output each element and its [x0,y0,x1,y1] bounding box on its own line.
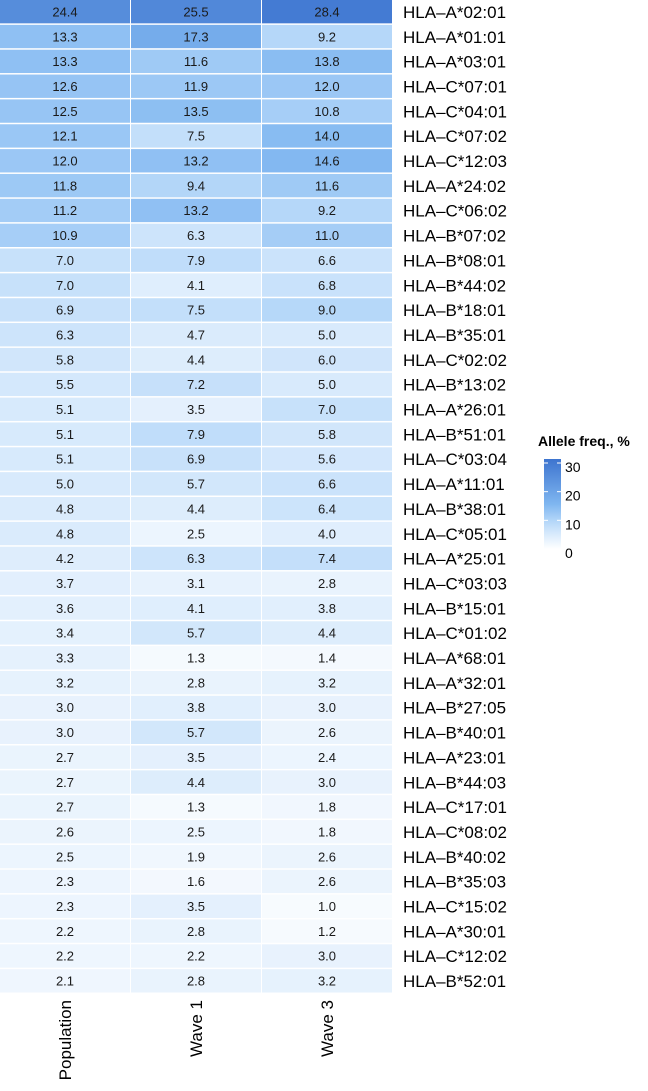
legend-title: Allele freq., % [538,433,630,449]
cell-value: 11.6 [183,54,209,70]
cell-value: 12.0 [314,78,340,94]
row-label: HLA–A*68:01 [403,649,507,669]
legend-tick-label: 20 [565,487,581,504]
cell-value: 7.5 [186,128,206,144]
row-label: HLA–B*08:01 [403,251,507,271]
cell-value: 4.8 [55,526,75,542]
cell-value: 4.1 [186,600,206,616]
cell-value: 6.9 [186,451,206,467]
row-label: HLA–B*40:01 [403,723,507,743]
cell-value: 11.2 [52,203,78,219]
cell-value: 28.4 [314,4,340,20]
cell-value: 6.8 [317,277,337,293]
cell-value: 10.9 [52,228,78,244]
legend [538,433,630,561]
cell-value: 2.6 [317,725,337,741]
cell-value: 4.4 [317,625,337,641]
cell-value: 2.6 [317,874,337,890]
row-label: HLA–A*25:01 [403,549,507,569]
cell-value: 1.0 [317,899,337,915]
row-label: HLA–A*23:01 [403,748,507,768]
cell-value: 1.8 [317,799,337,815]
cell-value: 24.4 [52,4,78,20]
cell-value: 2.6 [55,824,75,840]
cell-value: 3.8 [317,600,337,616]
cell-value: 2.8 [186,973,206,989]
cell-value: 4.4 [186,774,206,790]
column-label: Population [56,1000,75,1081]
row-label: HLA–C*05:01 [403,524,507,544]
cell-value: 9.0 [317,302,337,318]
row-label: HLA–A*24:02 [403,176,507,196]
row-label: HLA–C*01:02 [403,624,507,644]
legend-tick-label: 10 [565,516,581,533]
cell-value: 12.6 [52,78,78,94]
cell-value: 6.9 [55,302,75,318]
row-labels [403,3,507,991]
cell-value: 12.0 [52,153,78,169]
cell-value: 3.1 [186,575,206,591]
row-label: HLA–C*12:03 [403,152,507,172]
row-label: HLA–B*44:03 [403,773,507,793]
cell-value: 13.8 [314,54,340,70]
cell-value: 3.0 [55,725,75,741]
row-label: HLA–C*04:01 [403,102,507,122]
cell-value: 2.1 [55,973,75,989]
cell-value: 4.4 [186,352,206,368]
cell-value: 2.7 [55,774,75,790]
cell-value: 1.9 [186,849,206,865]
cell-value: 7.9 [186,426,206,442]
cell-value: 3.7 [55,575,75,591]
row-label: HLA–C*02:02 [403,350,507,370]
cell-value: 4.1 [186,277,206,293]
cell-value: 14.6 [314,153,340,169]
cell-value: 2.8 [186,675,206,691]
cell-value: 7.5 [186,302,206,318]
cell-value: 10.8 [314,103,340,119]
cell-value: 12.5 [52,103,78,119]
row-label: HLA–B*15:01 [403,599,507,619]
cell-value: 13.2 [183,153,209,169]
legend-colorbar [544,459,561,549]
row-label: HLA–A*03:01 [403,52,507,72]
row-label: HLA–C*12:02 [403,947,507,967]
row-label: HLA–A*02:01 [403,2,507,22]
cell-value: 5.1 [55,451,75,467]
cell-value: 7.0 [317,402,337,418]
cell-value: 2.2 [186,948,206,964]
cell-value: 6.6 [317,476,337,492]
cell-value: 3.0 [317,700,337,716]
cell-value: 5.7 [186,476,206,492]
cell-value: 5.5 [55,377,75,393]
cell-value: 17.3 [183,29,209,45]
row-label: HLA–A*32:01 [403,673,507,693]
cell-value: 5.0 [317,377,337,393]
cell-value: 13.3 [52,54,78,70]
row-label: HLA–B*13:02 [403,375,507,395]
row-label: HLA–B*18:01 [403,301,507,321]
row-label: HLA–C*03:04 [403,450,507,470]
row-label: HLA–C*07:02 [403,127,507,147]
cell-value: 7.0 [55,252,75,268]
row-label: HLA–B*44:02 [403,276,507,296]
cell-value: 6.0 [317,352,337,368]
cell-value: 5.1 [55,426,75,442]
cell-value: 2.4 [317,749,337,765]
cell-value: 25.5 [183,4,209,20]
cell-value: 3.3 [55,650,75,666]
cell-value: 3.0 [317,948,337,964]
cell-value: 2.5 [186,824,206,840]
cell-value: 4.4 [186,501,206,517]
cell-value: 3.2 [317,675,337,691]
cell-value: 6.3 [55,327,75,343]
row-label: HLA–C*03:03 [403,574,507,594]
cell-value: 4.7 [186,327,206,343]
cell-value: 13.2 [183,203,209,219]
cell-value: 1.6 [186,874,206,890]
cell-value: 4.8 [55,501,75,517]
cell-value: 1.8 [317,824,337,840]
cell-value: 2.7 [55,799,75,815]
cell-value: 1.3 [186,799,206,815]
cell-value: 14.0 [314,128,340,144]
cell-value: 2.8 [186,923,206,939]
row-label: HLA–C*06:02 [403,201,507,221]
cell-value: 7.4 [317,551,337,567]
row-label: HLA–A*11:01 [403,475,505,495]
cell-value: 3.2 [55,675,75,691]
cell-value: 1.3 [186,650,206,666]
cell-value: 2.3 [55,874,75,890]
cell-value: 3.6 [55,600,75,616]
cell-value: 5.8 [317,426,337,442]
cell-value: 4.0 [317,526,337,542]
cell-value: 1.2 [317,923,337,939]
cell-value: 4.2 [55,551,75,567]
row-label: HLA–C*08:02 [403,822,507,842]
cell-value: 3.5 [186,402,206,418]
cell-value: 3.2 [317,973,337,989]
cell-value: 7.2 [186,377,206,393]
cell-value: 7.0 [55,277,75,293]
cell-value: 3.0 [317,774,337,790]
cell-value: 3.0 [55,700,75,716]
cell-value: 5.1 [55,402,75,418]
column-label: Wave 1 [187,1000,206,1058]
row-label: HLA–B*52:01 [403,972,507,992]
column-label: Wave 3 [318,1000,337,1058]
row-label: HLA–B*07:02 [403,226,507,246]
row-label: HLA–B*27:05 [403,698,507,718]
cell-value: 3.8 [186,700,206,716]
row-label: HLA–B*51:01 [403,425,507,445]
cell-value: 9.2 [317,29,337,45]
column-labels [56,1000,337,1080]
cell-value: 5.7 [186,725,206,741]
cell-value: 3.4 [55,625,75,641]
cell-value: 6.3 [186,228,206,244]
cell-value: 2.2 [55,948,75,964]
cell-value: 2.5 [186,526,206,542]
cell-value: 13.5 [183,103,209,119]
cell-value: 13.3 [52,29,78,45]
cell-value: 9.2 [317,203,337,219]
legend-tick-label: 0 [565,545,573,561]
cell-value: 5.8 [55,352,75,368]
row-label: HLA–B*35:01 [403,325,507,345]
cell-value: 9.4 [186,178,206,194]
cell-value: 11.9 [183,78,209,94]
cell-value: 3.5 [186,749,206,765]
row-label: HLA–A*26:01 [403,400,507,420]
row-label: HLA–B*40:02 [403,847,507,867]
cell-value: 2.3 [55,899,75,915]
cell-value: 5.7 [186,625,206,641]
cell-value: 11.8 [52,178,78,194]
cell-value: 1.4 [317,650,337,666]
cell-value: 11.0 [314,228,340,244]
cell-value: 2.7 [55,749,75,765]
cell-value: 2.5 [55,849,75,865]
cell-value: 7.9 [186,252,206,268]
cell-value: 12.1 [52,128,78,144]
cell-value: 5.6 [317,451,337,467]
row-label: HLA–A*01:01 [403,27,507,47]
cell-value: 5.0 [55,476,75,492]
row-label: HLA–C*15:02 [403,897,507,917]
row-label: HLA–B*35:03 [403,872,507,892]
cell-value: 2.6 [317,849,337,865]
cell-value: 6.3 [186,551,206,567]
cell-value: 6.4 [317,501,337,517]
cell-value: 2.8 [317,575,337,591]
cell-value: 11.6 [314,178,340,194]
cell-value: 5.0 [317,327,337,343]
row-label: HLA–C*07:01 [403,77,507,97]
row-label: HLA–B*38:01 [403,499,507,519]
row-label: HLA–C*17:01 [403,798,507,818]
cell-value: 2.2 [55,923,75,939]
cell-value: 6.6 [317,252,337,268]
row-label: HLA–A*30:01 [403,922,507,942]
legend-tick-label: 30 [565,459,581,475]
cell-value: 3.5 [186,899,206,915]
